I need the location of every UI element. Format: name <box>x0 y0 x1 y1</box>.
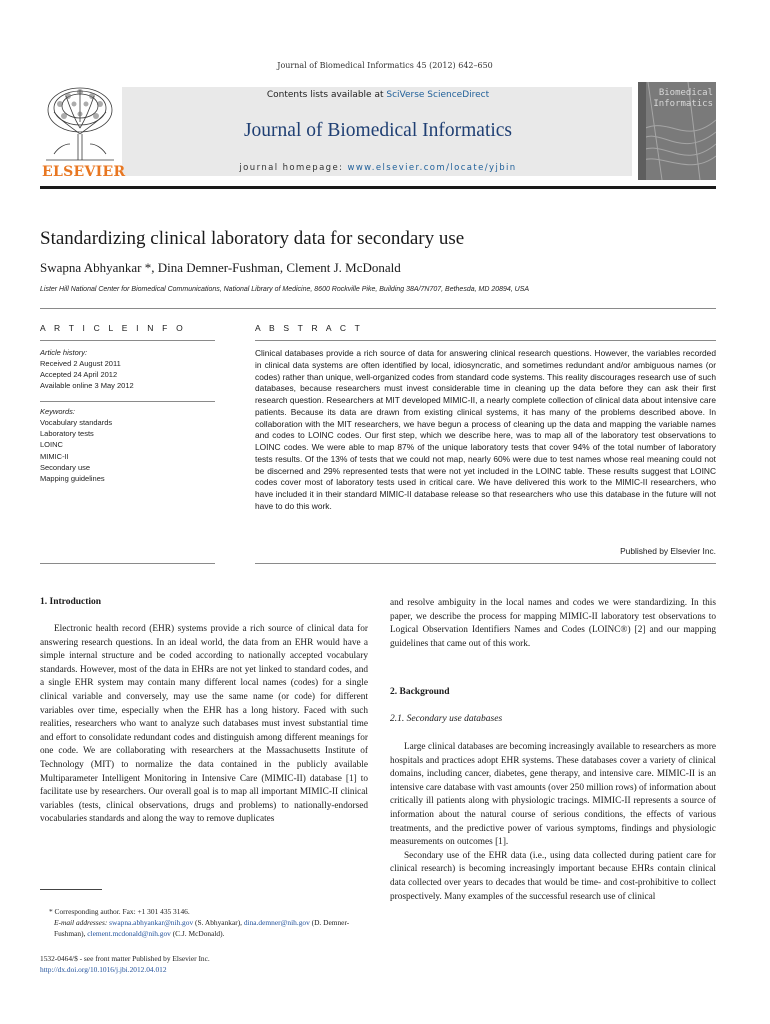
journal-homepage <box>40 163 716 173</box>
keywords-block <box>40 407 215 484</box>
email-owner: (D. Demner-Fushman), <box>54 918 350 938</box>
introduction-continued <box>390 597 716 651</box>
published-by: Published by Elsevier Inc. <box>620 546 716 556</box>
email-owner: (S. Abhyankar), <box>193 918 244 927</box>
cover-title-1: Biomedical <box>658 88 713 98</box>
history-label: Article history: <box>40 348 88 357</box>
history-received: Received 2 August 2011 <box>40 359 121 368</box>
article-info-bottom-rule <box>40 563 215 564</box>
paragraph: Electronic health record (EHR) systems provide a rich source of clinical data for answering research questions. In an ideal world, the data from an EHR would have a simple internal structure and be coded according to nationally accepted vocabulary standards. However, most of the data in EHRs are not yet linked to standard codes, and a single EHR system may contain many different local names (codes) for a single clinical variable and conversely, may use the same name (or code) for different variables over time, especially when the EHR has a long history. Faced with such realities, researchers who want to analyze such databases must invest substantial time and effort to consolidate redundant codes and distinguish among different meanings for one code. We are collaborating with researchers at the Massachusetts Institute of Technology (MIT) to normalize the data contained in the publicly available Multiparameter Intelligent Monitoring in Intensive Care (MIMIC-II) database [1] to facilitate use by researchers. Our overall goal is to map all important MIMIC-II clinical variables (tests, clinical observations, drugs and problems) to nationally-endorsed vocabularies standards and along the way to remove duplicates <box>40 624 368 825</box>
abstract-rule <box>255 340 716 341</box>
section-heading-background: 2. Background <box>390 687 450 697</box>
introduction-text <box>40 623 368 827</box>
article-info-heading: A R T I C L E I N F O <box>40 323 186 333</box>
keyword-item: Laboratory tests <box>40 429 94 439</box>
section-heading-introduction: 1. Introduction <box>40 597 102 607</box>
email-link[interactable]: clement.mcdonald@nih.gov <box>87 929 171 938</box>
contents-line <box>40 90 716 100</box>
paragraph: Large clinical databases are becoming increasingly available to researchers as more hospitals and practices adopt EHR systems. These databases cover a variety of clinical domains, including cancer, diabetes, gene therapy, and intensive care. MIMIC-II is an intensive care database with vast amounts (over 250 million rows) of information about critically ill patients along with physiologic tracings. MIMIC-II represents a source of information about the natural course of serious conditions, the effects of various treatments, and the predictive power of various symptoms, findings and physiologic measurements on outcomes [1]. <box>390 742 716 848</box>
doi-link[interactable]: http://dx.doi.org/10.1016/j.jbi.2012.04.012 <box>40 965 167 974</box>
issn-line: 1532-0464/$ - see front matter Published by Elsevier Inc. <box>40 954 210 963</box>
keyword-item: MIMIC-II <box>40 451 69 461</box>
footnotes <box>40 906 368 939</box>
email-label: E-mail addresses: <box>54 918 108 927</box>
abstract-bottom-rule <box>255 563 716 564</box>
background-text <box>390 741 716 904</box>
email-addresses-note <box>40 917 368 939</box>
paragraph: Secondary use of the EHR data (i.e., using data collected during patient care for clinical research) is becoming increasingly important because EHRs contain clinical data collected over years to decades that would be time- and cost-prohibitive to collect prospectively. Many examples of the successful research use of clinical <box>390 850 716 902</box>
masthead-rule <box>40 186 716 189</box>
history-accepted: Accepted 24 April 2012 <box>40 370 118 380</box>
paragraph: and resolve ambiguity in the local names and codes we were standardizing. In this paper, we describe the process for mapping MIMIC-II laboratory test observations to Logical Observation Identifiers Names and Codes (LOINC®) [2] and our mapping guidelines that came out of this work. <box>390 598 716 649</box>
article-info-rule <box>40 340 215 341</box>
cover-title-2: Informatics <box>653 99 713 109</box>
journal-masthead <box>40 82 716 186</box>
corresponding-author-note: * Corresponding author. Fax: +1 301 435 3146. <box>49 907 190 916</box>
article-authors: Swapna Abhyankar *, Dina Demner-Fushman, Clement J. McDonald <box>40 260 401 275</box>
keyword-item: Secondary use <box>40 462 91 472</box>
running-header: Journal of Biomedical Informatics 45 (2012) 642–650 <box>277 61 493 70</box>
abstract-text: Clinical databases provide a rich source of data for answering clinical research questions. However, the variables recorded in clinical data systems are often identified by local, idiosyncratic, and sometimes redundant and/or ambiguous names (or codes) rather than unique, well-organized codes from standard code systems. This reality discourages research use of such databases, because researchers must invest considerable time in cleaning up the data before they can ask their first research question. Researchers at MIT developed MIMIC-II, a nearly complete collection of clinical data about intensive care patients. Because its data are drawn from existing clinical systems, it has many of the problems described above. In collaboration with the MIT researchers, we have begun a process of cleaning up the data and mapping the variable names and codes to LOINC codes. Our first step, which we describe here, was to map all of the laboratory test observations to LOINC codes. We were able to map 87% of the unique laboratory tests that cover 94% of the total number of laboratory tests results. Of the 13% of tests that we could not map, nearly 60% were due to test names whose real meaning could not be discerned and 29% represented tests that were not yet included in the LOINC table. These results suggest that LOINC codes cover most of laboratory tests used in critical care. We have delivered this work to the MIMIC-II researchers, who have included it in their standard MIMIC-II database release so that researchers who use this database in the future will not have to do this work. <box>255 348 716 511</box>
author-affiliation: Lister Hill National Center for Biomedical Communications, National Library of Medicine, 8600 Rockville Pike, Building 38A/7N707, Bethesda, MD 20894, USA <box>40 286 530 293</box>
email-link[interactable]: dina.demner@nih.gov <box>243 918 310 927</box>
article-title: Standardizing clinical laboratory data for secondary use <box>40 228 465 249</box>
journal-cover-image <box>638 82 716 180</box>
front-matter-note <box>40 953 368 975</box>
email-link[interactable]: swapna.abhyankar@nih.gov <box>109 918 194 927</box>
contents-prefix: Contents lists available at <box>266 90 387 100</box>
keywords-label: Keywords: <box>40 407 76 416</box>
abstract-heading: A B S T R A C T <box>255 323 364 333</box>
article-history <box>40 348 215 392</box>
sciencedirect-link[interactable]: SciVerse ScienceDirect <box>386 90 490 100</box>
subsection-heading-secondary-use: 2.1. Secondary use databases <box>390 714 503 724</box>
homepage-link[interactable]: www.elsevier.com/locate/yjbin <box>347 163 517 173</box>
elsevier-wordmark: ELSEVIER <box>42 164 126 180</box>
homepage-prefix: journal homepage: <box>239 163 348 173</box>
journal-title: Journal of Biomedical Informatics <box>243 120 513 141</box>
history-online: Available online 3 May 2012 <box>40 381 134 391</box>
email-owner: (C.J. McDonald). <box>170 929 225 938</box>
footnote-rule <box>40 889 102 890</box>
keyword-item: Vocabulary standards <box>40 418 113 427</box>
title-rule <box>40 308 716 309</box>
keyword-item: LOINC <box>40 440 63 450</box>
keywords-rule <box>40 401 215 402</box>
keyword-item: Mapping guidelines <box>40 474 105 484</box>
